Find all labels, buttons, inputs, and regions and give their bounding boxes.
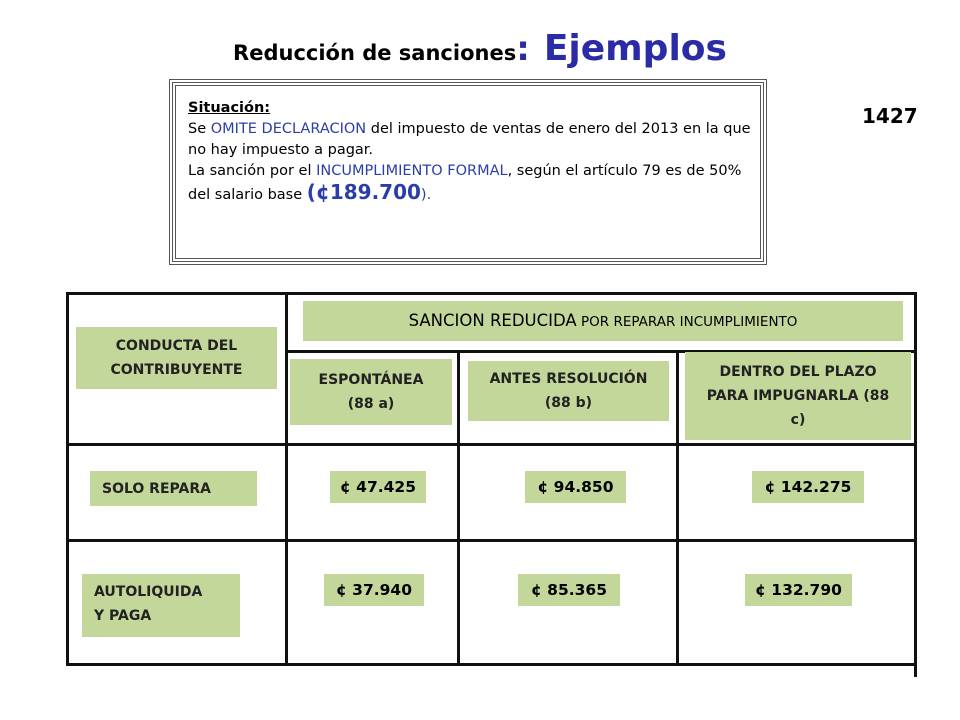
- value-autoliquida-dentro: [745, 574, 852, 606]
- grid-line-top: [66, 292, 917, 295]
- situation-line-1-c: del impuesto de ventas de enero del 2013 en la que no hay impuesto a pagar.: [188, 121, 751, 158]
- grid-line-col-2: [457, 350, 460, 666]
- header-espontanea-text: ESPONTÁNEA (88 a): [318, 372, 424, 412]
- situation-line-1-a: Se: [188, 121, 211, 137]
- header-conducta-text: CONDUCTA DEL CONTRIBUYENTE: [110, 338, 243, 378]
- value-text: ¢ 142.275: [764, 478, 852, 496]
- header-sancion-reducida: [303, 301, 903, 341]
- header-sub-text: POR REPARAR INCUMPLIMIENTO: [576, 313, 798, 330]
- grid-line-col-1: [285, 292, 288, 666]
- situation-line-2-a: La sanción por el: [188, 163, 317, 179]
- slide-code: 1427: [862, 104, 918, 128]
- row-label-solo-repara: [90, 471, 257, 506]
- value-solo-repara-espontanea: [330, 471, 426, 503]
- value-autoliquida-antes: [518, 574, 620, 606]
- header-antes-text: ANTES RESOLUCIÓN (88 b): [489, 371, 648, 411]
- grid-line-bottom: [66, 663, 917, 666]
- value-text: ¢ 94.850: [537, 478, 614, 496]
- header-antes-resolucion: [468, 361, 669, 421]
- situation-close: ).: [420, 187, 432, 203]
- grid-line-col-3: [676, 350, 679, 666]
- situation-amount: (¢189.700: [306, 180, 421, 204]
- row-label-text: SOLO REPARA: [102, 480, 211, 497]
- title-colon: :: [516, 29, 530, 69]
- title-part-2: Ejemplos: [543, 28, 727, 69]
- situation-line-2: [188, 161, 752, 206]
- value-text: ¢ 47.425: [340, 478, 416, 496]
- value-text: ¢ 85.365: [531, 581, 607, 599]
- value-autoliquida-espontanea: [324, 574, 424, 606]
- value-text: ¢ 132.790: [755, 581, 842, 599]
- header-dentro-plazo: [685, 352, 911, 440]
- situation-box: [172, 82, 764, 262]
- value-text: ¢ 37.940: [336, 581, 412, 599]
- row-label-text: AUTOLIQUIDA Y PAGA: [94, 584, 203, 624]
- header-espontanea: [290, 359, 452, 425]
- grid-line-row-2: [66, 539, 917, 542]
- situation-heading: Situación:: [188, 100, 271, 116]
- header-dentro-text: DENTRO DEL PLAZO PARA IMPUGNARLA (88 c): [706, 364, 890, 428]
- grid-line-left: [66, 292, 69, 666]
- situation-text: [188, 98, 752, 206]
- situation-omite-declaracion: OMITE DECLARACION: [210, 121, 367, 137]
- situation-line-1: [188, 119, 752, 161]
- header-main-text: SANCION REDUCIDA: [408, 310, 577, 330]
- header-conducta: [76, 327, 277, 389]
- value-solo-repara-antes: [525, 471, 626, 503]
- title-part-1: Reducción de sanciones: [233, 41, 517, 65]
- value-solo-repara-dentro: [752, 471, 864, 503]
- row-label-autoliquida: [82, 574, 240, 637]
- situation-incumplimiento-formal: INCUMPLIMIENTO FORMAL: [316, 163, 508, 179]
- situation-line-2-c: , según el artículo 79 es de 50% del salario base: [188, 163, 742, 203]
- page-title: [0, 28, 960, 69]
- grid-line-row-1: [66, 443, 917, 446]
